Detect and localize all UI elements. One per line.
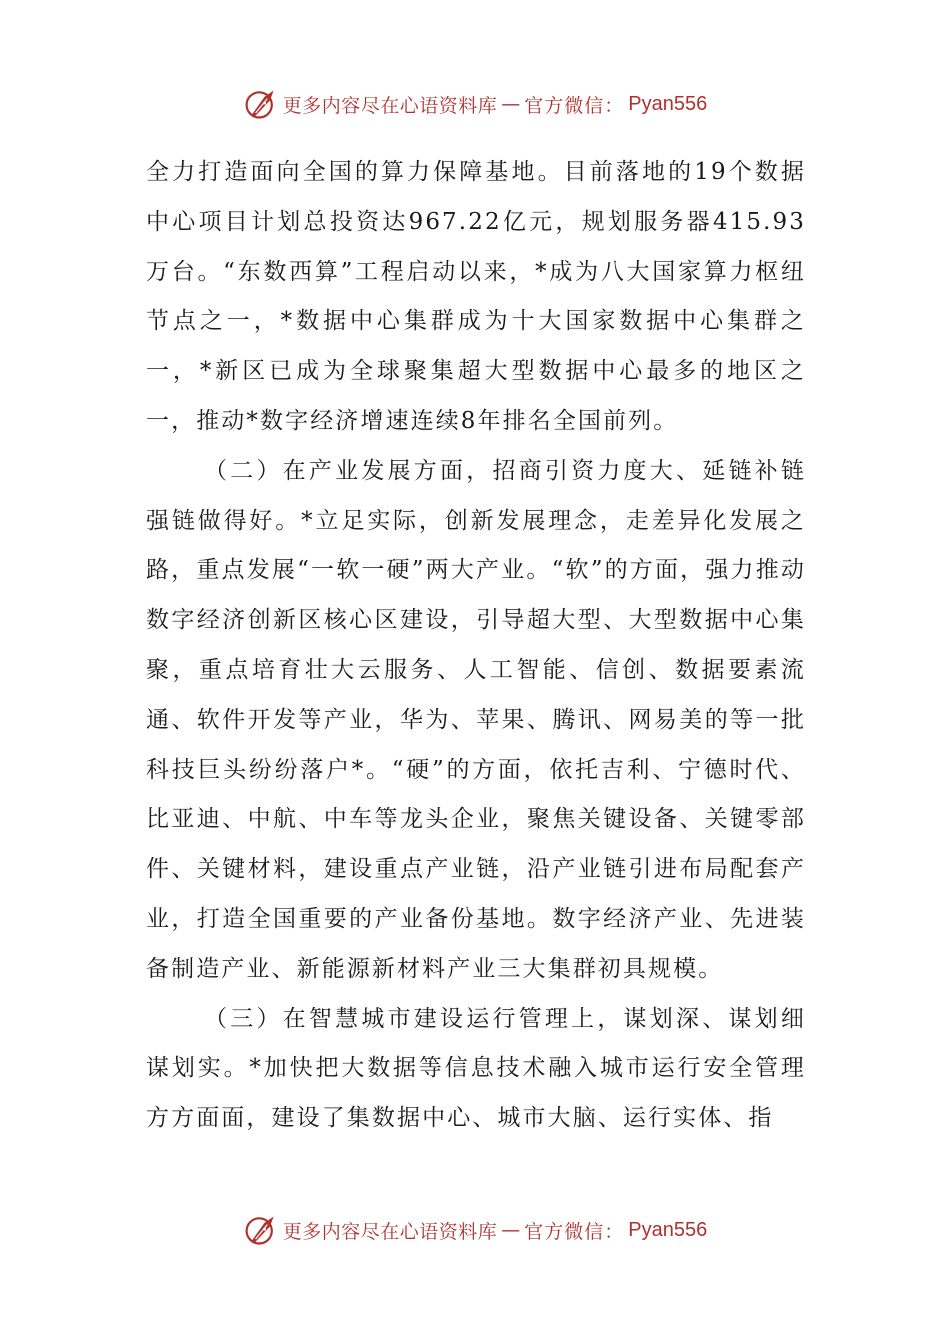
banner-site-text: 更多内容尽在心语资料库 [282,94,498,117]
paragraph-1: 全力打造面向全国的算力保障基地。目前落地的19个数据中心项目计划总投资达967.22亿元，规划服务器415.93万台。“东数西算”工程启动以来，*成为八大国家算力枢纽节点之一，*数据中心集群成为十大国家数据中心集群之一，*新区已成为全球聚集超大型数据中心最多的地区之一，推动*数字经济增速连续8年排名全国前列。 [146,159,806,434]
banner-dash: — [501,1219,521,1241]
paragraph-3: （三）在智慧城市建设运行管理上，谋划深、谋划细谋划实。*加快把大数据等信息技术融入城市运行安全管理方方面面，建设了集数据中心、城市大脑、运行实体、指 [146,1005,806,1132]
footer-banner [0,1210,950,1250]
header-banner [0,84,950,124]
pen-nib-logo-icon [243,86,279,122]
banner-wechat-id: Pyan556 [628,92,708,115]
document-body [146,148,806,1144]
banner-wechat-label: 官方微信： [524,1220,625,1243]
banner-wechat-id: Pyan556 [628,1218,708,1241]
banner-wechat-label: 官方微信： [524,94,625,117]
banner-dash: — [501,93,521,115]
banner-site-text: 更多内容尽在心语资料库 [282,1220,498,1243]
pen-nib-logo-icon [243,1212,279,1248]
paragraph-2: （二）在产业发展方面，招商引资力度大、延链补链强链做得好。*立足实际，创新发展理念，走差异化发展之路，重点发展“一软一硬”两大产业。“软”的方面，强力推动数字经济创新区核心区建设，引导超大型、大型数据中心集聚，重点培育壮大云服务、人工智能、信创、数据要素流通、软件开发等产业，华为、苹果、腾讯、网易美的等一批科技巨头纷纷落户*。“硬”的方面，依托吉利、宁德时代、比亚迪、中航、中车等龙头企业，聚焦关键设备、关键零部件、关键材料，建设重点产业链，沿产业链引进布局配套产业，打造全国重要的产业备份基地。数字经济产业、先进装备制造产业、新能源新材料产业三大集群初具规模。 [146,457,806,982]
